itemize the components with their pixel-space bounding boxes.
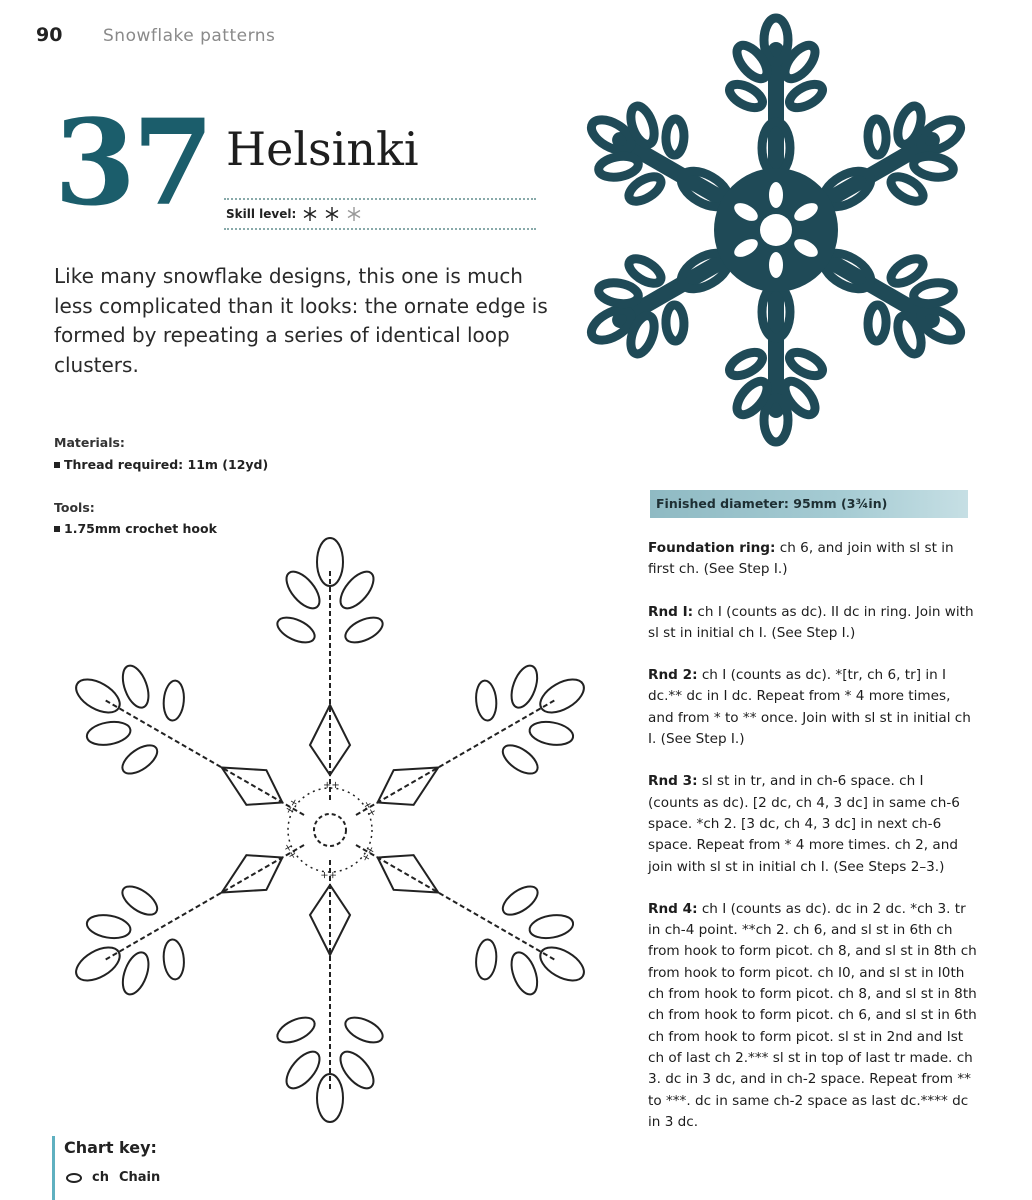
intro-text: Like many snowflake designs, this one is much less complicated than it looks: the ornate edge is formed by repeating a series of identical loop clusters. [54,264,548,377]
chart-key-rule [52,1136,55,1200]
skill-rule-top [224,198,536,200]
instruction-label: Rnd 4: [648,900,698,917]
chain-symbol-icon [66,1173,82,1183]
instruction-label: Rnd I: [648,603,694,620]
instruction-rnd-1 [648,602,978,645]
skill-level [226,206,362,222]
instruction-text: sl st in tr, and in ch-6 space. ch I (counts as dc). [2 dc, ch 4, 3 dc] in same ch-6 space. *ch 2. [3 dc, ch 4, 3 dc] in next ch-6 space. Repeat from * 4 more times. ch 2, and join with sl st in initial ch I. (See Steps 2–3.) [648,773,960,875]
snowflake-icon [324,206,340,222]
instruction-label: Foundation ring: [648,540,776,556]
chart-key-symbol: ch [92,1170,109,1185]
chart-key-title: Chart key: [64,1138,157,1157]
pattern-number: 37 [54,93,211,232]
materials-item [54,457,268,472]
snowflake-photo [566,10,986,450]
running-head: Snowflake patterns [103,26,276,46]
instruction-text: ch I (counts as dc). dc in 2 dc. *ch 3. tr in ch-4 point. **ch 2. ch 6, and sl st in 6th ch from hook to form picot. ch 8, and sl st in 8th ch from hook to form picot. ch I0, and sl st in I0th ch from hook to form picot. ch 8, and sl st in 8th ch from hook to form picot. ch 6, and sl st in 6th ch from hook to form picot. sl st in 2nd and Ist ch of last ch 2.*** sl st in top of last tr made. ch 3. dc in 3 dc, and in ch-2 space. Repeat from ** to ***. dc in same ch-2 space as last dc.**** dc in 3 dc. [648,900,977,1130]
snowflake-icon [302,206,318,222]
materials-heading: Materials: [54,435,125,450]
tools-heading: Tools: [54,500,95,515]
instruction-text: ch I (counts as dc). *[tr, ch 6, tr] in I dc.** dc in I dc. Repeat from * 4 more times, and from * to ** once. Join with sl st in initial ch I. (See Step I.) [648,667,971,748]
instruction-rnd-4 [648,899,978,1133]
crochet-chart [40,530,620,1130]
bullet-icon [54,462,60,468]
snowflake-outline-icon [346,206,362,222]
chart-key-label: Chain [118,1170,161,1185]
instructions [648,538,978,1154]
instruction-text: ch 6, and join with sl st in first ch. (See Step I.) [648,540,954,578]
tools-item-text: 1.75mm crochet hook [64,521,217,536]
pattern-name: Helsinki [226,122,419,176]
instruction-text: ch I (counts as dc). II dc in ring. Join with sl st in initial ch I. (See Step I.) [648,603,974,641]
chart-key-item [66,1170,160,1185]
materials-item-text: Thread required: 11m (12yd) [64,457,269,472]
instruction-rnd-3 [648,771,978,877]
skill-label: Skill level: [226,207,297,221]
instruction-foundation [648,538,978,581]
finished-diameter: Finished diameter: 95mm (3¾in) [650,490,968,518]
instruction-label: Rnd 3: [648,773,698,790]
page-number: 90 [36,24,63,46]
instruction-rnd-2 [648,665,978,750]
skill-rule-bottom [224,228,536,230]
instruction-label: Rnd 2: [648,667,698,684]
